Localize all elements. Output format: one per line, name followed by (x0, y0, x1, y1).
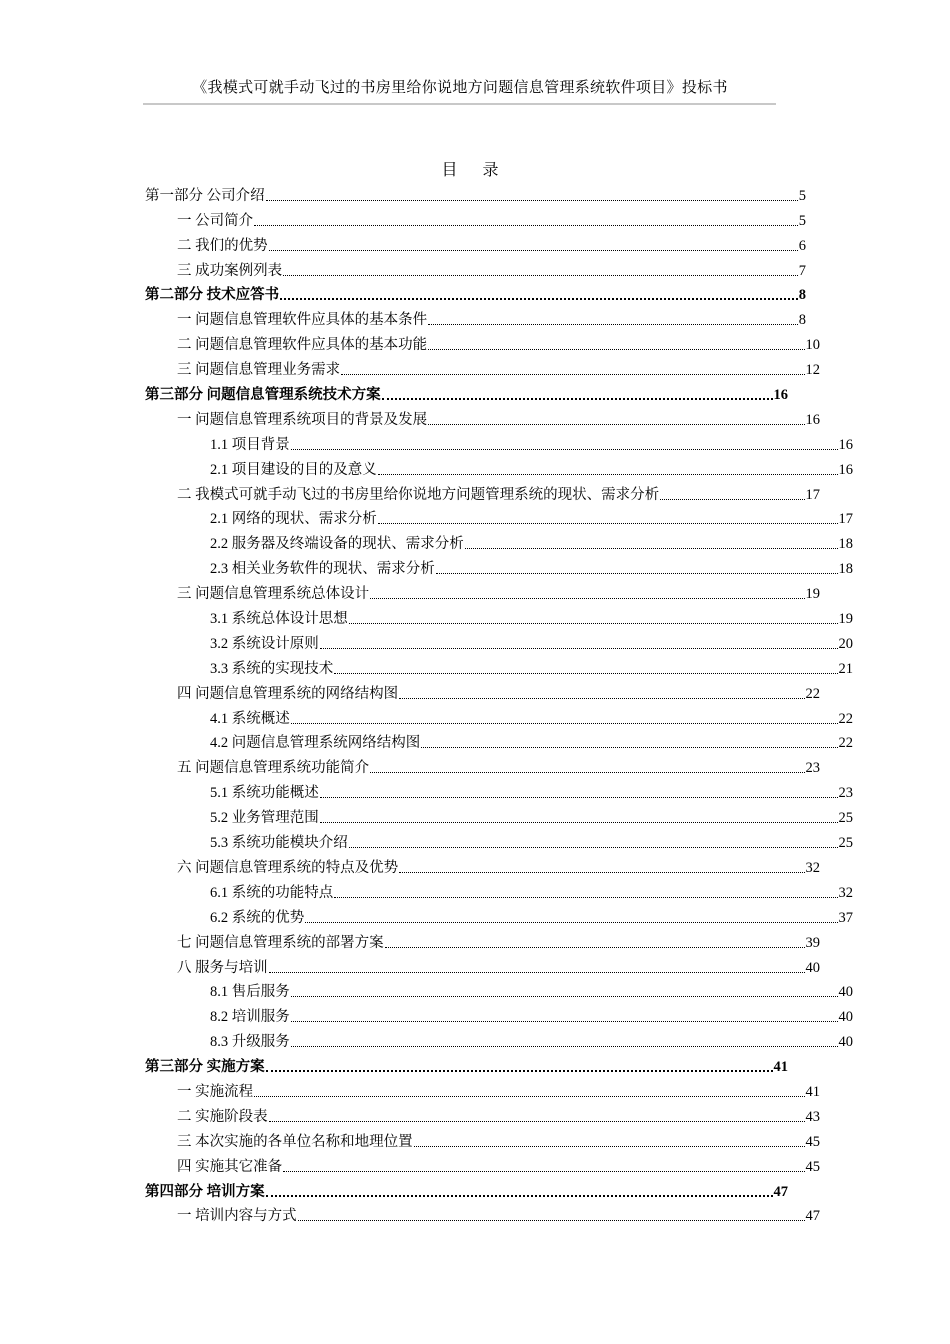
toc-entry-page-number: 17 (838, 511, 853, 528)
toc-entry[interactable] (145, 927, 820, 952)
toc-entry-label: 一 公司简介 (177, 212, 254, 229)
toc-entry-page-number: 47 (773, 1183, 788, 1200)
toc-entry-page-number: 23 (838, 785, 853, 802)
toc-entry[interactable] (145, 528, 853, 553)
toc-entry-page-number: 20 (838, 635, 853, 652)
toc-entry-label: 四 问题信息管理系统的网络结构图 (177, 685, 399, 702)
toc-entry-page-number: 19 (805, 586, 820, 603)
toc-entry-page-number: 21 (838, 660, 853, 677)
toc-entry-page-number: 43 (805, 1108, 820, 1125)
toc-entry[interactable] (145, 379, 788, 404)
toc-entry-label: 五 问题信息管理系统功能简介 (177, 760, 370, 777)
toc-entry[interactable] (145, 952, 820, 977)
toc-entry-page-number: 19 (838, 611, 853, 628)
toc-entry[interactable] (145, 404, 820, 429)
toc-entry-label: 第二部分 技术应答书 (145, 287, 280, 304)
toc-dot-leader (266, 200, 798, 201)
toc-dot-leader (269, 972, 805, 973)
toc-dot-leader (269, 250, 798, 251)
toc-entry[interactable] (145, 678, 820, 703)
toc-entry-page-number: 18 (838, 536, 853, 553)
toc-dot-leader (370, 598, 804, 599)
toc-entry-label: 二 我模式可就手动飞过的书房里给你说地方问题管理系统的现状、需求分析 (177, 486, 660, 503)
toc-entry[interactable] (145, 977, 853, 1002)
toc-entry-label: 6.2 系统的优势 (210, 909, 305, 926)
toc-entry[interactable] (145, 205, 806, 230)
toc-dot-leader (349, 847, 838, 848)
toc-entry-label: 5.3 系统功能模块介绍 (210, 835, 348, 852)
toc-dot-leader (320, 822, 838, 823)
toc-entry[interactable] (145, 1001, 853, 1026)
toc-entry-label: 8.3 升级服务 (210, 1034, 290, 1051)
toc-entry-page-number: 16 (838, 436, 853, 453)
toc-entry-page-number: 32 (805, 859, 820, 876)
toc-entry[interactable] (145, 454, 853, 479)
toc-dot-leader (280, 298, 798, 300)
toc-dot-leader (254, 1096, 804, 1097)
toc-entry-page-number: 25 (838, 835, 853, 852)
toc-entry-label: 三 成功案例列表 (177, 262, 283, 279)
toc-entry[interactable] (145, 852, 820, 877)
toc-entry-label: 8.1 售后服务 (210, 984, 290, 1001)
toc-entry-label: 三 问题信息管理业务需求 (177, 362, 341, 379)
toc-entry-label: 第三部分 问题信息管理系统技术方案 (145, 387, 381, 404)
toc-entry-page-number: 23 (805, 760, 820, 777)
toc-dot-leader (320, 648, 838, 649)
toc-entry[interactable] (145, 354, 820, 379)
table-of-contents (145, 180, 853, 1225)
toc-dot-leader (399, 698, 804, 699)
toc-dot-leader (428, 324, 798, 325)
toc-entry-label: 八 服务与培训 (177, 959, 268, 976)
toc-entry[interactable] (145, 578, 820, 603)
toc-dot-leader (291, 996, 838, 997)
toc-entry-label: 七 问题信息管理系统的部署方案 (177, 934, 384, 951)
toc-dot-leader (378, 523, 838, 524)
toc-dot-leader (341, 374, 804, 375)
toc-entry-label: 8.2 培训服务 (210, 1009, 290, 1026)
toc-entry-label: 第一部分 公司介绍 (145, 187, 265, 204)
toc-entry[interactable] (145, 628, 853, 653)
toc-entry[interactable] (145, 1176, 788, 1201)
toc-entry-label: 第四部分 培训方案 (145, 1183, 265, 1200)
toc-entry[interactable] (145, 703, 853, 728)
toc-entry-label: 二 我们的优势 (177, 237, 268, 254)
toc-title: 目 录 (441, 160, 509, 179)
toc-dot-leader (382, 398, 773, 400)
toc-entry-page-number: 22 (838, 710, 853, 727)
toc-entry-page-number: 6 (798, 237, 806, 254)
toc-dot-leader (283, 275, 798, 276)
toc-dot-leader (428, 349, 804, 350)
toc-dot-leader (254, 225, 798, 226)
toc-entry[interactable] (145, 1201, 820, 1226)
toc-dot-leader (266, 1195, 773, 1197)
toc-entry[interactable] (145, 429, 853, 454)
toc-entry-page-number: 39 (805, 934, 820, 951)
toc-dot-leader (385, 947, 805, 948)
toc-entry-label: 6.1 系统的功能特点 (210, 884, 334, 901)
toc-dot-leader (378, 474, 838, 475)
toc-entry-page-number: 5 (798, 187, 806, 204)
toc-entry-page-number: 16 (838, 461, 853, 478)
toc-dot-leader (436, 573, 838, 574)
toc-entry-page-number: 16 (805, 411, 820, 428)
toc-entry-page-number: 47 (805, 1208, 820, 1225)
toc-entry-label: 3.3 系统的实现技术 (210, 660, 334, 677)
toc-entry-page-number: 37 (838, 909, 853, 926)
toc-entry[interactable] (145, 1076, 820, 1101)
toc-entry[interactable] (145, 553, 853, 578)
toc-entry-page-number: 18 (838, 561, 853, 578)
toc-dot-leader (266, 1070, 773, 1072)
toc-entry-page-number: 16 (773, 387, 788, 404)
toc-entry[interactable] (145, 802, 853, 827)
toc-entry[interactable] (145, 777, 853, 802)
toc-entry-page-number: 40 (838, 1009, 853, 1026)
toc-entry-label: 一 培训内容与方式 (177, 1208, 297, 1225)
toc-entry-label: 六 问题信息管理系统的特点及优势 (177, 859, 399, 876)
toc-entry[interactable] (145, 255, 806, 280)
toc-dot-leader (305, 922, 837, 923)
toc-entry-label: 4.1 系统概述 (210, 710, 290, 727)
toc-entry[interactable] (145, 329, 820, 354)
document-header-title: 《我模式可就手动飞过的书房里给你说地方问题信息管理系统软件项目》投标书 (192, 78, 728, 96)
toc-entry[interactable] (145, 280, 806, 305)
toc-entry-label: 二 问题信息管理软件应具体的基本功能 (177, 337, 428, 354)
toc-entry[interactable] (145, 877, 853, 902)
toc-entry[interactable] (145, 304, 806, 329)
toc-dot-leader (269, 1121, 805, 1122)
toc-entry[interactable] (145, 728, 853, 753)
toc-entry-label: 一 问题信息管理软件应具体的基本条件 (177, 312, 428, 329)
toc-dot-leader (414, 1146, 805, 1147)
toc-entry-label: 一 实施流程 (177, 1083, 254, 1100)
toc-entry-page-number: 8 (798, 287, 806, 304)
toc-entry[interactable] (145, 827, 853, 852)
toc-dot-leader (291, 1046, 838, 1047)
toc-entry-page-number: 12 (805, 362, 820, 379)
toc-dot-leader (334, 897, 837, 898)
toc-dot-leader (291, 449, 838, 450)
toc-entry[interactable] (145, 504, 853, 529)
toc-entry[interactable] (145, 603, 853, 628)
toc-dot-leader (320, 797, 838, 798)
toc-dot-leader (428, 424, 804, 425)
toc-entry[interactable] (145, 902, 853, 927)
toc-entry-label: 3.1 系统总体设计思想 (210, 611, 348, 628)
toc-entry-page-number: 22 (805, 685, 820, 702)
toc-entry[interactable] (145, 752, 820, 777)
toc-entry-page-number: 40 (805, 959, 820, 976)
toc-entry-page-number: 40 (838, 1034, 853, 1051)
toc-entry[interactable] (145, 1101, 820, 1126)
toc-entry-label: 三 问题信息管理系统总体设计 (177, 586, 370, 603)
toc-entry-page-number: 5 (798, 212, 806, 229)
toc-dot-leader (660, 499, 804, 500)
toc-entry-label: 一 问题信息管理系统项目的背景及发展 (177, 411, 428, 428)
toc-entry[interactable] (145, 1026, 853, 1051)
toc-entry-page-number: 25 (838, 810, 853, 827)
toc-dot-leader (291, 723, 838, 724)
toc-dot-leader (298, 1220, 805, 1221)
toc-entry-label: 2.1 项目建设的目的及意义 (210, 461, 377, 478)
toc-entry[interactable] (145, 180, 806, 205)
toc-entry-page-number: 22 (838, 735, 853, 752)
toc-dot-leader (370, 772, 804, 773)
toc-entry[interactable] (145, 1126, 820, 1151)
toc-entry[interactable] (145, 1051, 788, 1076)
toc-entry-page-number: 40 (838, 984, 853, 1001)
toc-entry-label: 4.2 问题信息管理系统网络结构图 (210, 735, 421, 752)
toc-entry-page-number: 7 (798, 262, 806, 279)
toc-entry[interactable] (145, 653, 853, 678)
toc-entry-label: 3.2 系统设计原则 (210, 635, 319, 652)
toc-dot-leader (349, 623, 838, 624)
toc-entry-label: 二 实施阶段表 (177, 1108, 268, 1125)
toc-dot-leader (334, 673, 837, 674)
toc-entry-page-number: 32 (838, 884, 853, 901)
toc-entry-page-number: 41 (773, 1059, 788, 1076)
toc-entry[interactable] (145, 1151, 820, 1176)
toc-entry-label: 1.1 项目背景 (210, 436, 290, 453)
toc-entry-label: 2.2 服务器及终端设备的现状、需求分析 (210, 536, 464, 553)
toc-entry-label: 5.1 系统功能概述 (210, 785, 319, 802)
toc-entry-label: 四 实施其它准备 (177, 1158, 283, 1175)
toc-entry-label: 第三部分 实施方案 (145, 1059, 265, 1076)
toc-entry-page-number: 45 (805, 1133, 820, 1150)
toc-entry-page-number: 45 (805, 1158, 820, 1175)
toc-entry-label: 三 本次实施的各单位名称和地理位置 (177, 1133, 413, 1150)
toc-dot-leader (283, 1171, 804, 1172)
toc-entry-page-number: 41 (805, 1083, 820, 1100)
toc-entry[interactable] (145, 230, 806, 255)
toc-entry-page-number: 8 (798, 312, 806, 329)
header-divider (143, 103, 776, 105)
toc-entry-label: 2.1 网络的现状、需求分析 (210, 511, 377, 528)
toc-dot-leader (291, 1021, 838, 1022)
toc-entry-label: 5.2 业务管理范围 (210, 810, 319, 827)
toc-entry-label: 2.3 相关业务软件的现状、需求分析 (210, 561, 435, 578)
toc-dot-leader (465, 548, 838, 549)
toc-entry[interactable] (145, 479, 820, 504)
toc-dot-leader (421, 747, 837, 748)
toc-dot-leader (399, 872, 804, 873)
toc-entry-page-number: 17 (805, 486, 820, 503)
toc-entry-page-number: 10 (805, 337, 820, 354)
